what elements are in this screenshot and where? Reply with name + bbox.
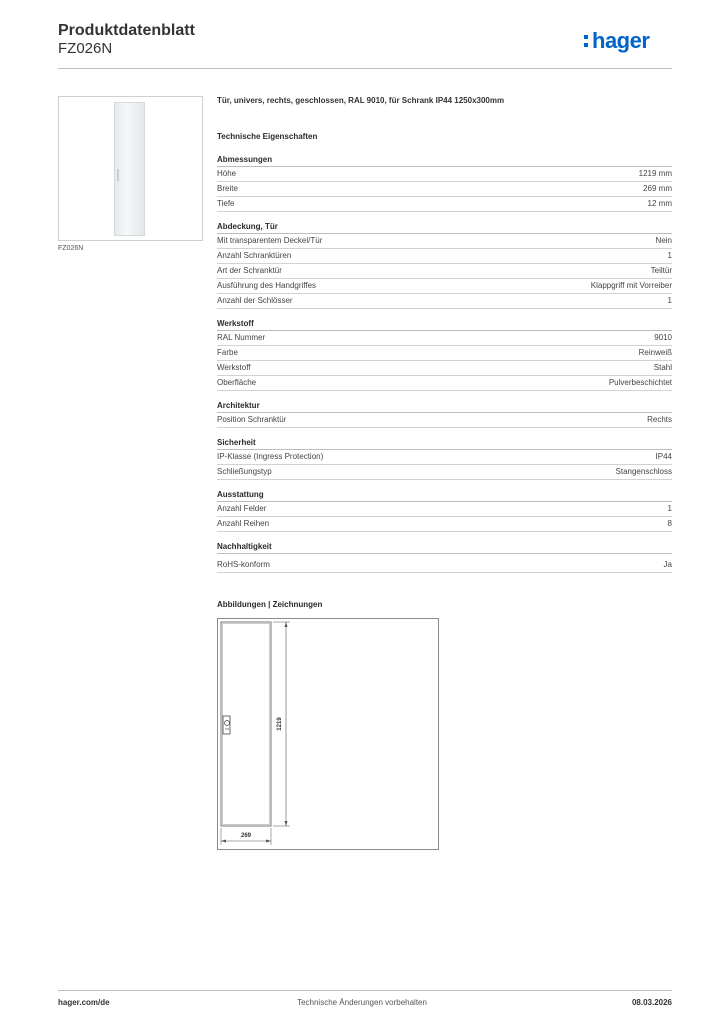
- property-value: 1: [667, 296, 672, 305]
- figures-heading: Abbildungen | Zeichnungen: [217, 600, 323, 609]
- section-title: Sicherheit: [217, 437, 672, 450]
- property-value: Nein: [655, 236, 672, 245]
- property-label: RAL Nummer: [217, 333, 266, 342]
- property-row: [217, 234, 672, 249]
- hager-logo[interactable]: [592, 28, 649, 56]
- property-section: [217, 221, 672, 309]
- product-code: FZ026N: [58, 40, 113, 57]
- width-dimension-label: 269: [240, 833, 252, 839]
- property-value: Stahl: [653, 363, 672, 372]
- property-label: Position Schranktür: [217, 415, 287, 424]
- property-label: Werkstoff: [217, 363, 251, 372]
- property-label: Oberfläche: [217, 378, 257, 387]
- property-row: [217, 249, 672, 264]
- property-row: [217, 450, 672, 465]
- footer-disclaimer: Technische Änderungen vorbehalten: [297, 998, 427, 1007]
- height-arrow-top: [285, 622, 288, 627]
- logo-dots-icon: [584, 35, 588, 51]
- property-section: [217, 489, 672, 532]
- property-label: Schließungstyp: [217, 467, 272, 476]
- logo-text: hager: [592, 28, 650, 53]
- property-value: IP44: [655, 452, 672, 461]
- property-section: [217, 318, 672, 391]
- property-row: [217, 197, 672, 212]
- property-label: Art der Schranktür: [217, 266, 282, 275]
- property-label: Breite: [217, 184, 238, 193]
- property-value: 8: [667, 519, 672, 528]
- property-value: Ja: [663, 560, 672, 569]
- section-title: Architektur: [217, 400, 672, 413]
- property-label: Farbe: [217, 348, 238, 357]
- property-section: [217, 154, 672, 212]
- property-label: Tiefe: [217, 199, 235, 208]
- section-title: Abmessungen: [217, 154, 672, 167]
- property-label: Anzahl Reihen: [217, 519, 270, 528]
- property-row: [217, 558, 672, 573]
- footer-divider: [58, 990, 672, 991]
- property-label: IP-Klasse (Ingress Protection): [217, 452, 324, 461]
- door-drawing: [218, 619, 438, 849]
- property-value: Teiltür: [650, 266, 672, 275]
- property-value: Rechts: [647, 415, 672, 424]
- product-thumbnail: [58, 96, 203, 241]
- property-value: 269 mm: [643, 184, 672, 193]
- technical-drawing: [217, 618, 439, 850]
- property-sections: [217, 154, 672, 573]
- property-row: [217, 376, 672, 391]
- lock-drawing: [225, 721, 230, 726]
- property-row: [217, 517, 672, 532]
- property-value: Stangenschloss: [615, 467, 672, 476]
- property-row: [217, 294, 672, 309]
- property-section: [217, 437, 672, 480]
- property-row: [217, 167, 672, 182]
- property-value: Klappgriff mit Vorreiber: [590, 281, 672, 290]
- property-section: [217, 400, 672, 428]
- section-title: Nachhaltigkeit: [217, 541, 672, 554]
- property-value: 1: [667, 504, 672, 513]
- header-divider: [58, 68, 672, 69]
- section-title: Ausstattung: [217, 489, 672, 502]
- property-label: Mit transparentem Deckel/Tür: [217, 236, 323, 245]
- property-label: RoHS-konform: [217, 560, 270, 569]
- property-value: Reinweiß: [638, 348, 672, 357]
- property-row: [217, 413, 672, 428]
- product-details: [217, 96, 672, 582]
- section-title: Abdeckung, Tür: [217, 221, 672, 234]
- width-arrow-left: [221, 840, 226, 843]
- property-row: [217, 502, 672, 517]
- property-row: [217, 264, 672, 279]
- width-arrow-right: [266, 840, 271, 843]
- property-value: 12 mm: [647, 199, 672, 208]
- property-label: Ausführung des Handgriffes: [217, 281, 317, 290]
- page-title: Produktdatenblatt: [58, 22, 195, 39]
- properties-heading: Technische Eigenschaften: [217, 132, 318, 141]
- height-arrow-bottom: [285, 821, 288, 826]
- property-row: [217, 465, 672, 480]
- section-title: Werkstoff: [217, 318, 672, 331]
- product-description: Tür, univers, rechts, geschlossen, RAL 9010, für Schrank IP44 1250x300mm: [217, 96, 505, 105]
- door-handle-image: [117, 169, 119, 181]
- footer-date: 08.03.2026: [631, 998, 672, 1007]
- property-label: Anzahl Felder: [217, 504, 267, 513]
- property-value: 9010: [654, 333, 672, 342]
- property-row: [217, 279, 672, 294]
- property-label: Anzahl der Schlösser: [217, 296, 293, 305]
- property-row: [217, 361, 672, 376]
- property-value: Pulverbeschichtet: [608, 378, 672, 387]
- footer-website-link[interactable]: hager.com/de: [58, 998, 110, 1007]
- property-row: [217, 182, 672, 197]
- property-label: Höhe: [217, 169, 237, 178]
- property-row: [217, 331, 672, 346]
- property-row: [217, 346, 672, 361]
- property-value: 1219 mm: [638, 169, 672, 178]
- height-dimension-label: 1219: [277, 717, 283, 731]
- property-label: Anzahl Schranktüren: [217, 251, 292, 260]
- property-value: 1: [667, 251, 672, 260]
- property-section: [217, 541, 672, 573]
- thumbnail-caption: FZ026N: [58, 245, 84, 252]
